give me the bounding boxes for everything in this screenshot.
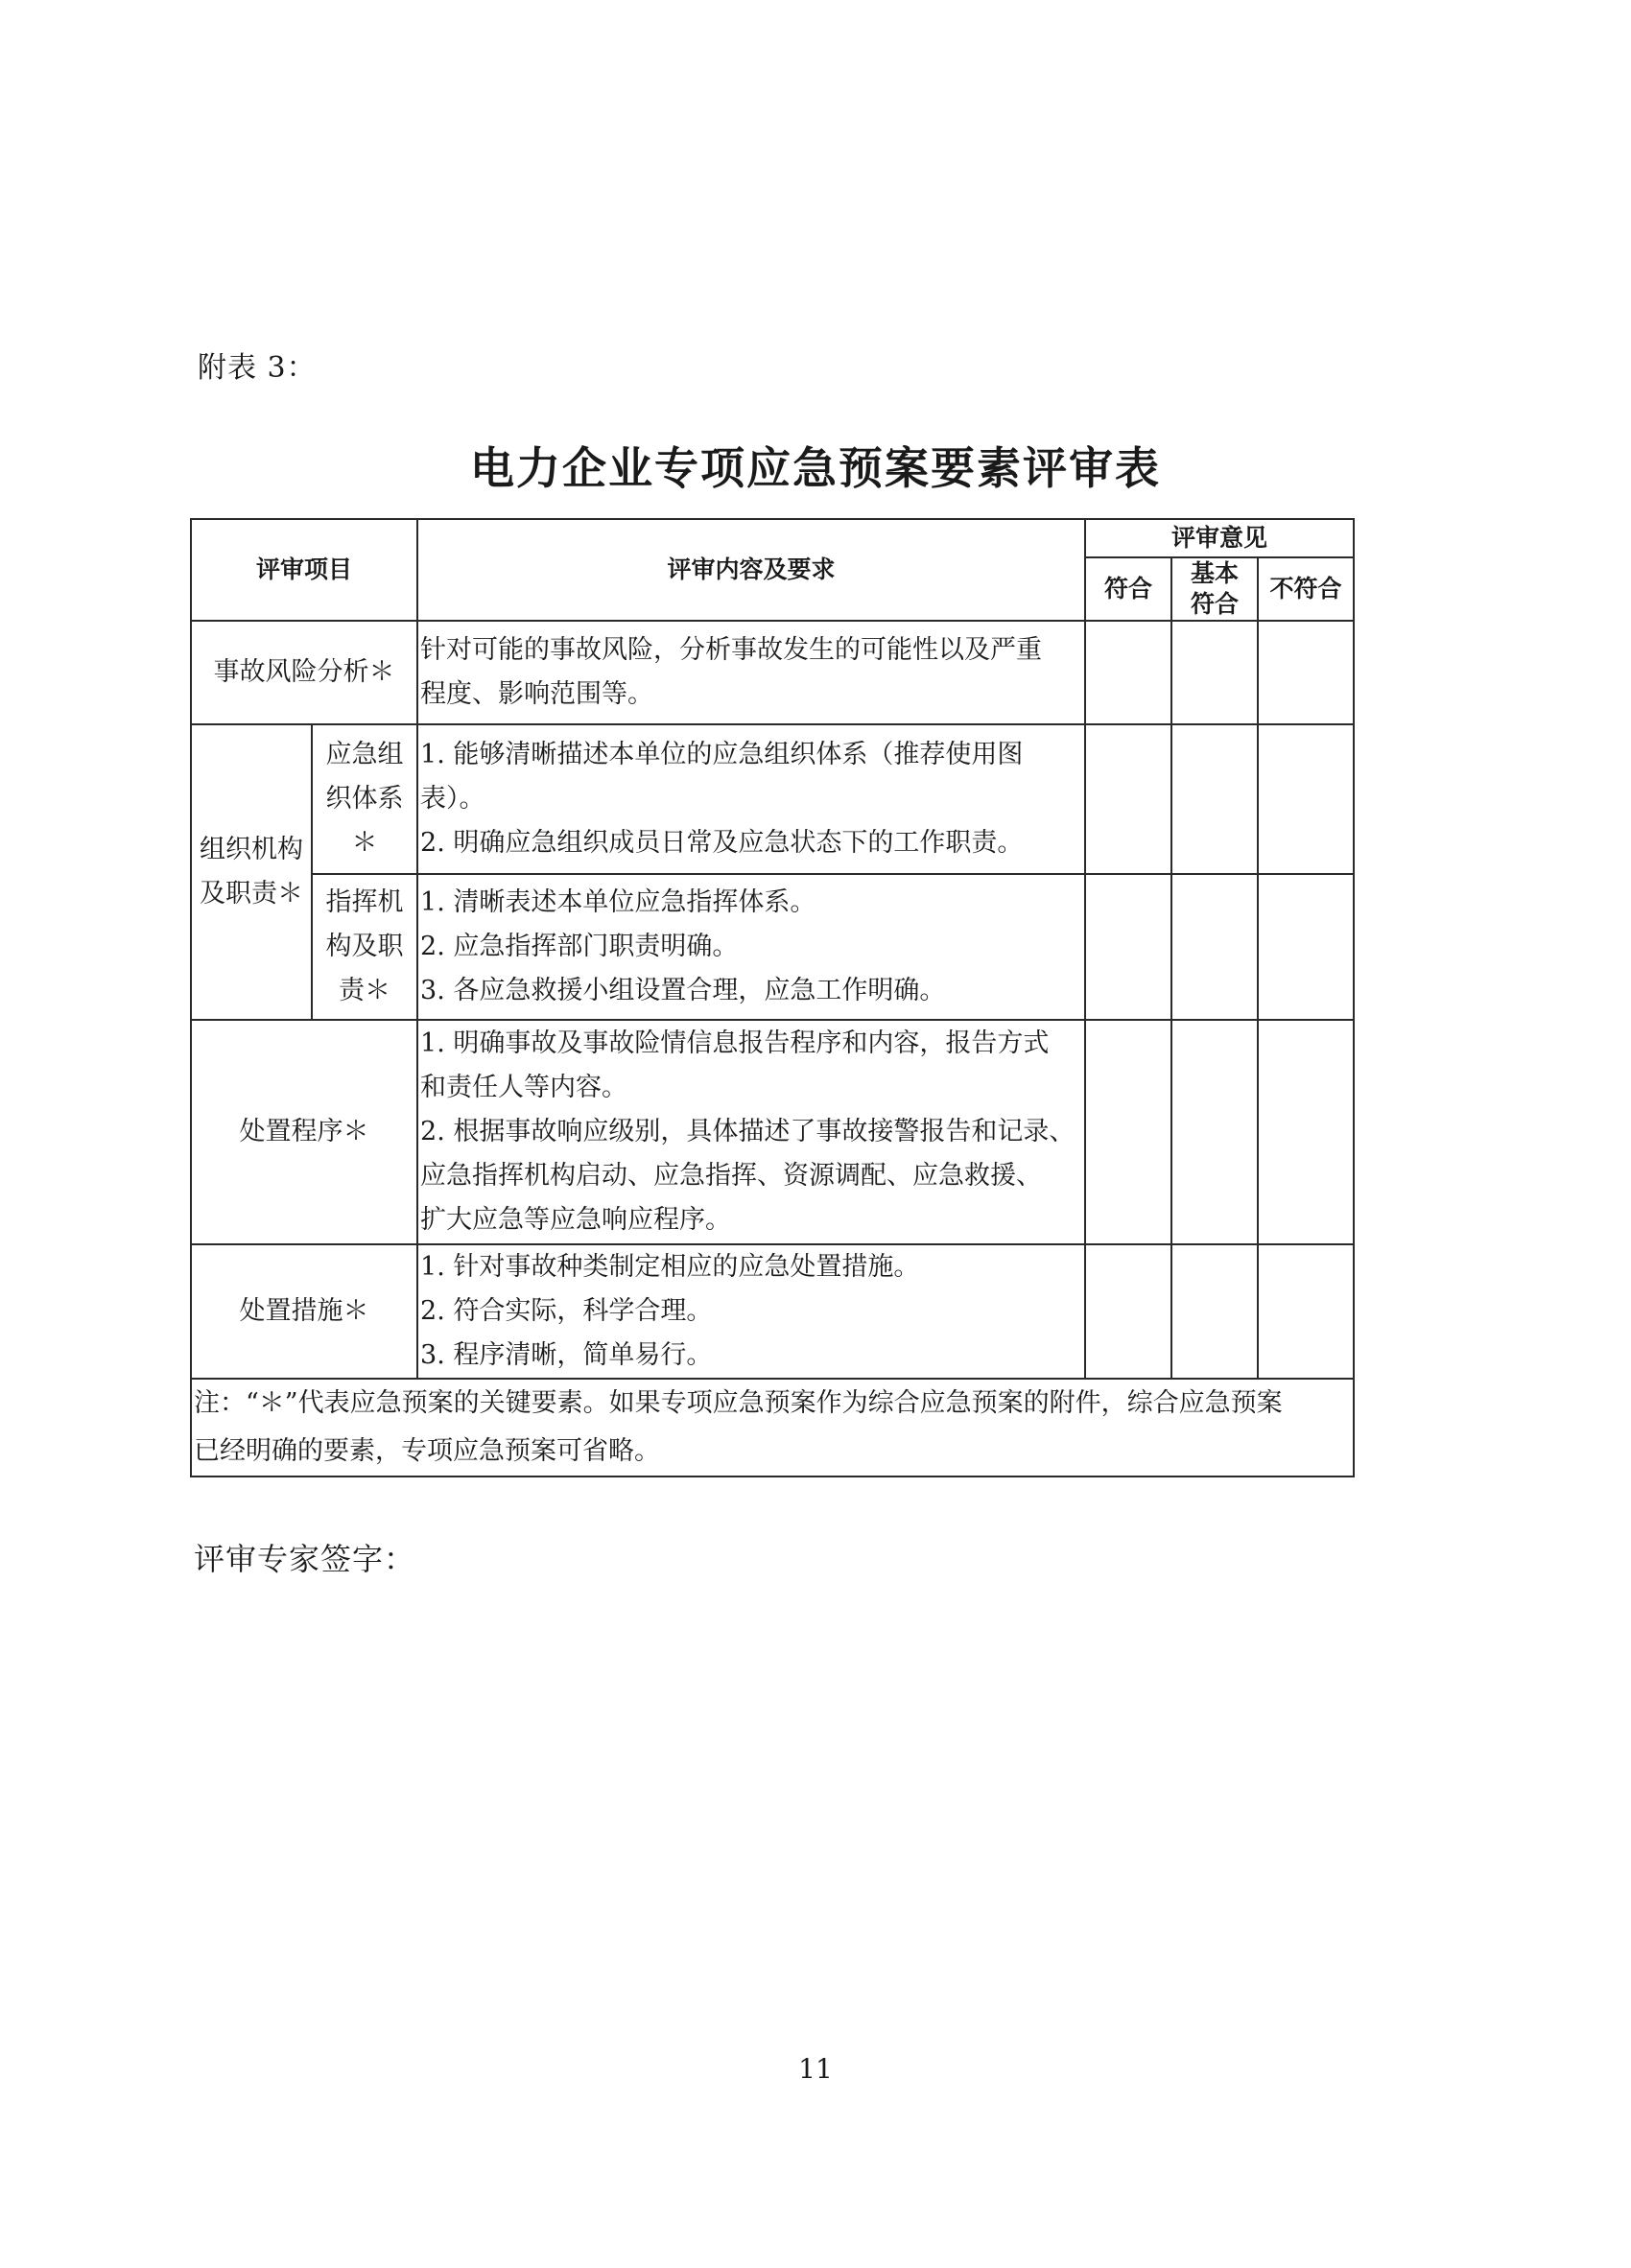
subitem-label-line: 责＊	[339, 976, 390, 1005]
basic-conform-cell[interactable]	[1171, 874, 1258, 1020]
header-review-content: 评审内容及要求	[417, 519, 1085, 621]
conform-cell[interactable]	[1085, 1020, 1171, 1244]
note-line: 注：“＊”代表应急预案的关键要素。如果专项应急预案作为综合应急预案的附件，综合应急预案	[194, 1388, 1283, 1418]
header-review-opinion: 评审意见	[1085, 519, 1354, 557]
appendix-label: 附表 3：	[198, 351, 317, 385]
nonconform-cell[interactable]	[1258, 1244, 1354, 1379]
row-content	[417, 874, 1085, 1020]
table-row	[191, 621, 1354, 724]
basic-conform-cell[interactable]	[1171, 724, 1258, 874]
subitem-label-line: 指挥机	[325, 887, 404, 917]
content-line: 1. 明确事故及事故险情信息报告程序和内容，报告方式	[420, 1028, 1050, 1058]
table-note-row	[191, 1379, 1354, 1477]
content-line: 3. 程序清晰，简单易行。	[420, 1340, 713, 1370]
header-basic-conform-line2: 符合	[1191, 590, 1240, 618]
header-basic-conform	[1171, 557, 1258, 621]
subitem-label-line: 织体系	[325, 784, 404, 814]
content-line: 1. 清晰表述本单位应急指挥体系。	[420, 887, 816, 917]
subitem-label-line: 构及职	[325, 932, 404, 961]
basic-conform-cell[interactable]	[1171, 1020, 1258, 1244]
subitem-label-line: ＊	[351, 828, 378, 858]
content-line: 扩大应急等应急响应程序。	[420, 1205, 732, 1235]
content-line: 程度、影响范围等。	[420, 679, 654, 709]
conform-cell[interactable]	[1085, 621, 1171, 724]
conform-cell[interactable]	[1085, 1244, 1171, 1379]
review-table	[190, 518, 1355, 1477]
table-row	[191, 874, 1354, 1020]
content-line: 和责任人等内容。	[420, 1073, 628, 1102]
table-row	[191, 1244, 1354, 1379]
row-item-label: 处置程序＊	[191, 1020, 417, 1244]
header-review-item: 评审项目	[191, 519, 417, 621]
row-item-label: 处置措施＊	[191, 1244, 417, 1379]
header-basic-conform-line1: 基本	[1191, 559, 1240, 587]
nonconform-cell[interactable]	[1258, 724, 1354, 874]
note-line: 已经明确的要素，专项应急预案可省略。	[194, 1436, 660, 1466]
row-subitem-label	[312, 724, 417, 874]
basic-conform-cell[interactable]	[1171, 1244, 1258, 1379]
content-line: 1. 能够清晰描述本单位的应急组织体系（推荐使用图	[420, 740, 1024, 769]
content-line: 针对可能的事故风险，分析事故发生的可能性以及严重	[420, 635, 1043, 665]
content-line: 2. 应急指挥部门职责明确。	[420, 932, 739, 961]
content-line: 表）。	[420, 784, 485, 814]
row-content	[417, 621, 1085, 724]
nonconform-cell[interactable]	[1258, 874, 1354, 1020]
content-line: 2. 明确应急组织成员日常及应急状态下的工作职责。	[420, 828, 1024, 858]
table-note	[191, 1379, 1354, 1477]
group-label-line: 组织机构	[200, 835, 303, 864]
content-line: 1. 针对事故种类制定相应的应急处置措施。	[420, 1252, 920, 1282]
header-conform: 符合	[1085, 557, 1171, 621]
row-item-label: 事故风险分析＊	[191, 621, 417, 724]
content-line: 应急指挥机构启动、应急指挥、资源调配、应急救援、	[420, 1161, 1043, 1191]
page-number: 11	[798, 2053, 833, 2085]
group-label-line: 及职责＊	[200, 879, 303, 909]
nonconform-cell[interactable]	[1258, 1020, 1354, 1244]
content-line: 2. 根据事故响应级别，具体描述了事故接警报告和记录、	[420, 1117, 1076, 1146]
table-row	[191, 1020, 1354, 1244]
row-content	[417, 1244, 1085, 1379]
conform-cell[interactable]	[1085, 874, 1171, 1020]
row-content	[417, 724, 1085, 874]
row-group-label	[191, 724, 312, 1020]
content-line: 3. 各应急救援小组设置合理，应急工作明确。	[420, 976, 946, 1005]
conform-cell[interactable]	[1085, 724, 1171, 874]
row-content	[417, 1020, 1085, 1244]
nonconform-cell[interactable]	[1258, 621, 1354, 724]
document-title: 电力企业专项应急预案要素评审表	[470, 442, 1161, 494]
basic-conform-cell[interactable]	[1171, 621, 1258, 724]
content-line: 2. 符合实际，科学合理。	[420, 1296, 713, 1326]
row-subitem-label	[312, 874, 417, 1020]
table-row	[191, 724, 1354, 874]
expert-signature-label: 评审专家签字：	[194, 1541, 416, 1577]
header-nonconform: 不符合	[1258, 557, 1354, 621]
subitem-label-line: 应急组	[325, 740, 404, 769]
